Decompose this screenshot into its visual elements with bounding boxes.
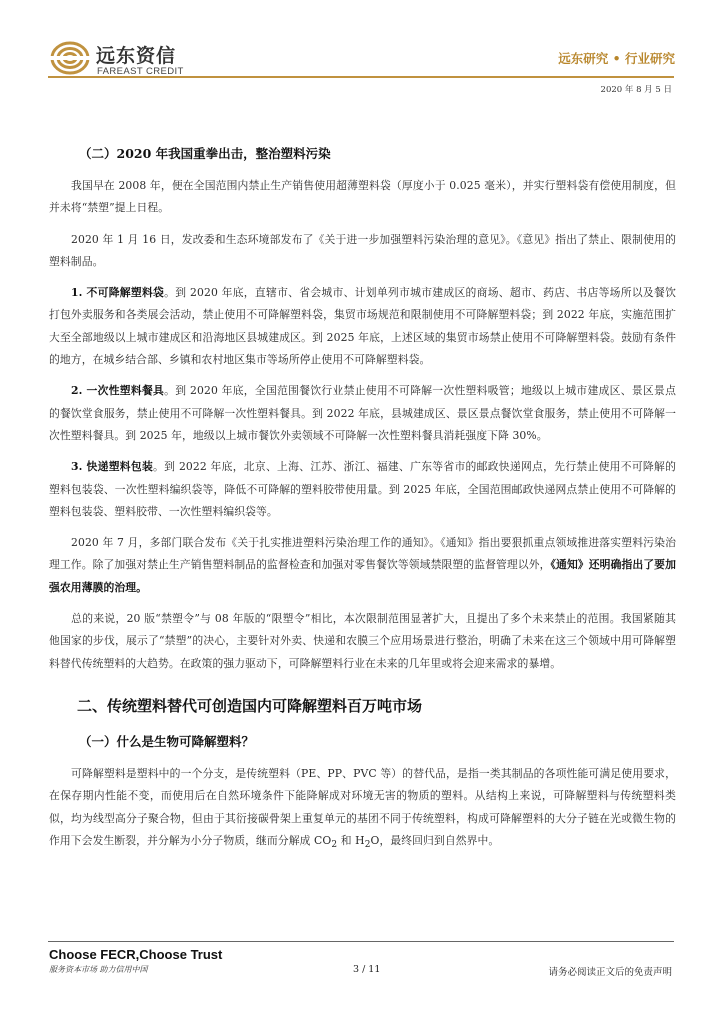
footer-divider bbox=[48, 941, 674, 942]
report-body bbox=[49, 143, 676, 865]
paragraph: 可降解塑料是塑料中的一个分支，是传统塑料（PE、PP、PVC 等）的替代品，是指一类其制品的各项性能可满足使用要求，在保存期内性能不变，而使用后在自然环境条件下能降解成对环境无害的物质的塑料。从结构上来说，可降解塑料与传统塑料类似，均为线型高分子聚合物，但由于其衍接碳骨架上重复单元的基团不同于传统塑料，构成可降解塑料的大分子链在光或微生物的作用下会发生断裂，并分解为小分子物质，继而分解成 $CO_2$ 和 $H_2O$，最终回归到自然界中。 bbox=[49, 766, 676, 850]
footer-brand: Choose FECR,Choose Trust bbox=[49, 947, 223, 962]
policy-item-express-packaging: 3. 快递塑料包装。到 2022 年底，北京、上海、江苏、浙江、福建、广东等省市的邮政快递网点，先行禁止使用不可降解的塑料包装袋、一次性塑料编织袋等，降低不可降解的塑料胶带使用量。到 2025 年底，全国范围邮政快递网点禁止使用不可降解的塑料包装袋、塑料胶带、一次性塑料编织袋等。 bbox=[49, 460, 676, 518]
header-divider bbox=[48, 76, 674, 78]
logo-chinese-name: 远东资信 bbox=[96, 45, 177, 67]
footer-disclaimer: 请务必阅读正文后的免责声明 bbox=[548, 967, 672, 978]
policy-item-plastic-bags: 1. 不可降解塑料袋。到 2020 年底，直辖市、省会城市、计划单列市城市建成区的商场、超市、药店、书店等场所以及餐饮打包外卖服务和各类展会活动，禁止使用不可降解塑料袋，集贸市场规范和限制使用不可降解塑料袋；到 2022 年底，实施范围扩大至全部地级以上城市建成区和沿海地区县城建成区。到 2025 年底，上述区域的集贸市场禁止使用不可降解塑料袋。鼓励有条件的地方，在城乡结合部、乡镇和农村地区集市等场所停止使用不可降解塑料袋。 bbox=[49, 286, 676, 367]
report-category: 远东研究 • 行业研究 bbox=[558, 51, 675, 66]
paragraph: 2020 年 7 月，多部门联合发布《关于扎实推进塑料污染治理工作的通知》。《通知》指出要狠抓重点领域推进落实塑料污染治理工作。除了加强对禁止生产销售塑料制品的监督检查和加强对零售餐饮等领域禁限塑的监督管理以外，《通知》还明确指出了要加强农用薄膜的治理。 bbox=[49, 536, 676, 594]
policy-item-label: 1. 不可降解塑料袋 bbox=[71, 286, 165, 300]
subsection-heading-2: （二）2020 年我国重拳出击，整治塑料污染 bbox=[79, 146, 331, 161]
company-logo bbox=[50, 40, 200, 80]
policy-item-label: 3. 快递塑料包装 bbox=[71, 460, 154, 474]
policy-item-tableware: 2. 一次性塑料餐具。到 2020 年底，全国范围餐饮行业禁止使用不可降解一次性塑料吸管；地级以上城市建成区、景区景点的餐饮堂食服务，禁止使用不可降解一次性塑料餐具。到 2022 年底，县城建成区、景区景点餐饮堂食服务，禁止使用不可降解一次性塑料餐具。到 2025 年，地级以上城市餐饮外卖领域不可降解一次性塑料餐具消耗强度下降 30%。 bbox=[49, 384, 676, 442]
page-number: 3 / 11 bbox=[353, 964, 381, 975]
paragraph: 总的来说，20 版“禁塑令”与 08 年版的“限塑令”相比，本次限制范围显著扩大，且提出了多个未来禁止的范围。我国紧随其他国家的步伐，展示了“禁塑”的决心，主要针对外卖、快递和农膜三个应用场景进行整治，明确了未来在这三个领域中用可降解塑料替代传统塑料的大趋势。在政策的强力驱动下，可降解塑料行业在未来的几年里或将会迎来需求的暴增。 bbox=[49, 612, 676, 670]
paragraph: 我国早在 2008 年，便在全国范围内禁止生产销售使用超薄塑料袋（厚度小于 0.025 毫米），并实行塑料袋有偿使用制度，但并未将“禁塑”提上日程。 bbox=[49, 179, 676, 215]
subsection-heading-1: （一）什么是生物可降解塑料？ bbox=[79, 733, 255, 749]
footer-slogan: 服务资本市场 助力信用中国 bbox=[49, 965, 148, 974]
policy-item-label: 2. 一次性塑料餐具 bbox=[71, 384, 165, 398]
logo-english-name: FAREAST CREDIT bbox=[97, 66, 184, 77]
section-heading-2: 二、传统塑料替代可创造国内可降解塑料百万吨市场 bbox=[77, 696, 423, 715]
report-date: 2020 年 8 月 5 日 bbox=[600, 85, 672, 95]
paragraph: 2020 年 1 月 16 日，发改委和生态环境部发布了《关于进一步加强塑料污染治理的意见》。《意见》指出了禁止、限制使用的塑料制品。 bbox=[49, 232, 676, 268]
logo-mark-icon bbox=[50, 40, 90, 76]
